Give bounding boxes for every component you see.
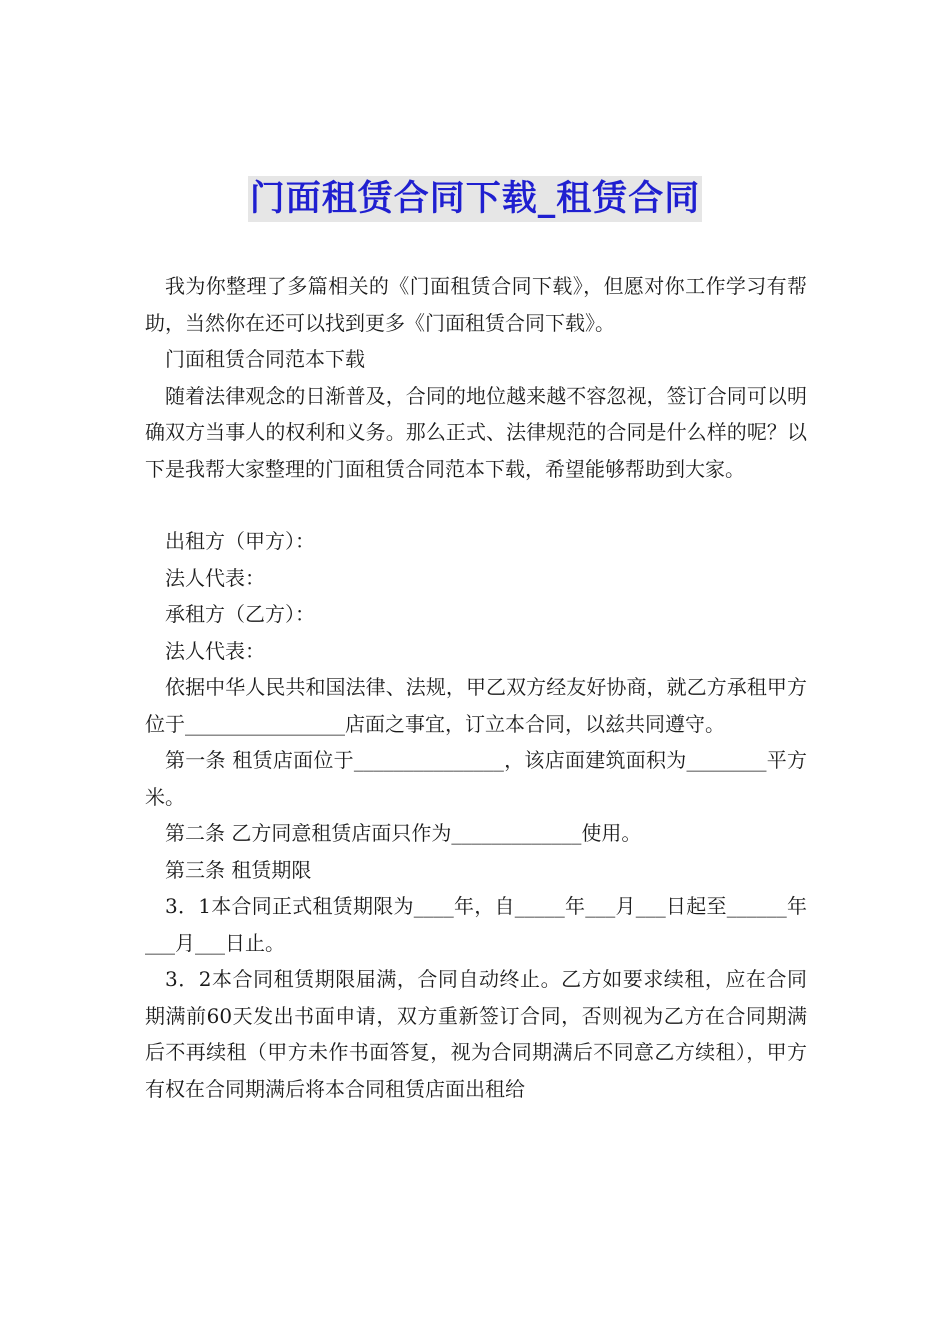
- intro-paragraph: 我为你整理了多篇相关的《门面租赁合同下载》，但愿对你工作学习有帮助，当然你在还可以找到更多《门面租赁合同下载》。: [145, 274, 807, 335]
- title-container: [0, 176, 950, 222]
- document-title: 门面租赁合同下载_租赁合同: [248, 176, 703, 222]
- clause-3-1: 3．1本合同正式租赁期限为____年，自_____年___月___日起至______年___月___日止。: [145, 894, 807, 955]
- lessee-line: 承租方（乙方）：: [165, 602, 315, 626]
- section-heading: 门面租赁合同范本下载: [165, 347, 365, 371]
- clause-3-2: 3．2本合同租赁期限届满，合同自动终止。乙方如要求续租，应在合同期满前60天发出书面申请，双方重新签订合同，否则视为乙方在合同期满后不再续租（甲方未作书面答复，视为合同期满后不同意乙方续租），甲方有权在合同期满后将本合同租赁店面出租给: [145, 967, 807, 1101]
- document-body: [145, 268, 807, 1107]
- blank-line: [145, 487, 807, 523]
- lessee-representative-line: 法人代表：: [165, 638, 265, 663]
- preface-paragraph: 随着法律观念的日渐普及，合同的地位越来越不容忽视，签订合同可以明确双方当事人的权利和义务。那么正式、法律规范的合同是什么样的呢？以下是我帮大家整理的门面租赁合同范本下载，希望能够帮助到大家。: [145, 383, 807, 481]
- lessor-representative-line: 法人代表：: [165, 565, 265, 590]
- agreement-paragraph: 依据中华人民共和国法律、法规，甲乙双方经友好协商，就乙方承租甲方位于________________店面之事宜，订立本合同，以兹共同遵守。: [145, 675, 807, 736]
- article-2: 第二条 乙方同意租赁店面只作为_____________使用。: [165, 821, 642, 845]
- article-3-heading: 第三条 租赁期限: [165, 857, 312, 882]
- lessor-line: 出租方（甲方）：: [165, 529, 315, 553]
- article-1: 第一条 租赁店面位于_______________，该店面建筑面积为________平方米。: [145, 748, 807, 809]
